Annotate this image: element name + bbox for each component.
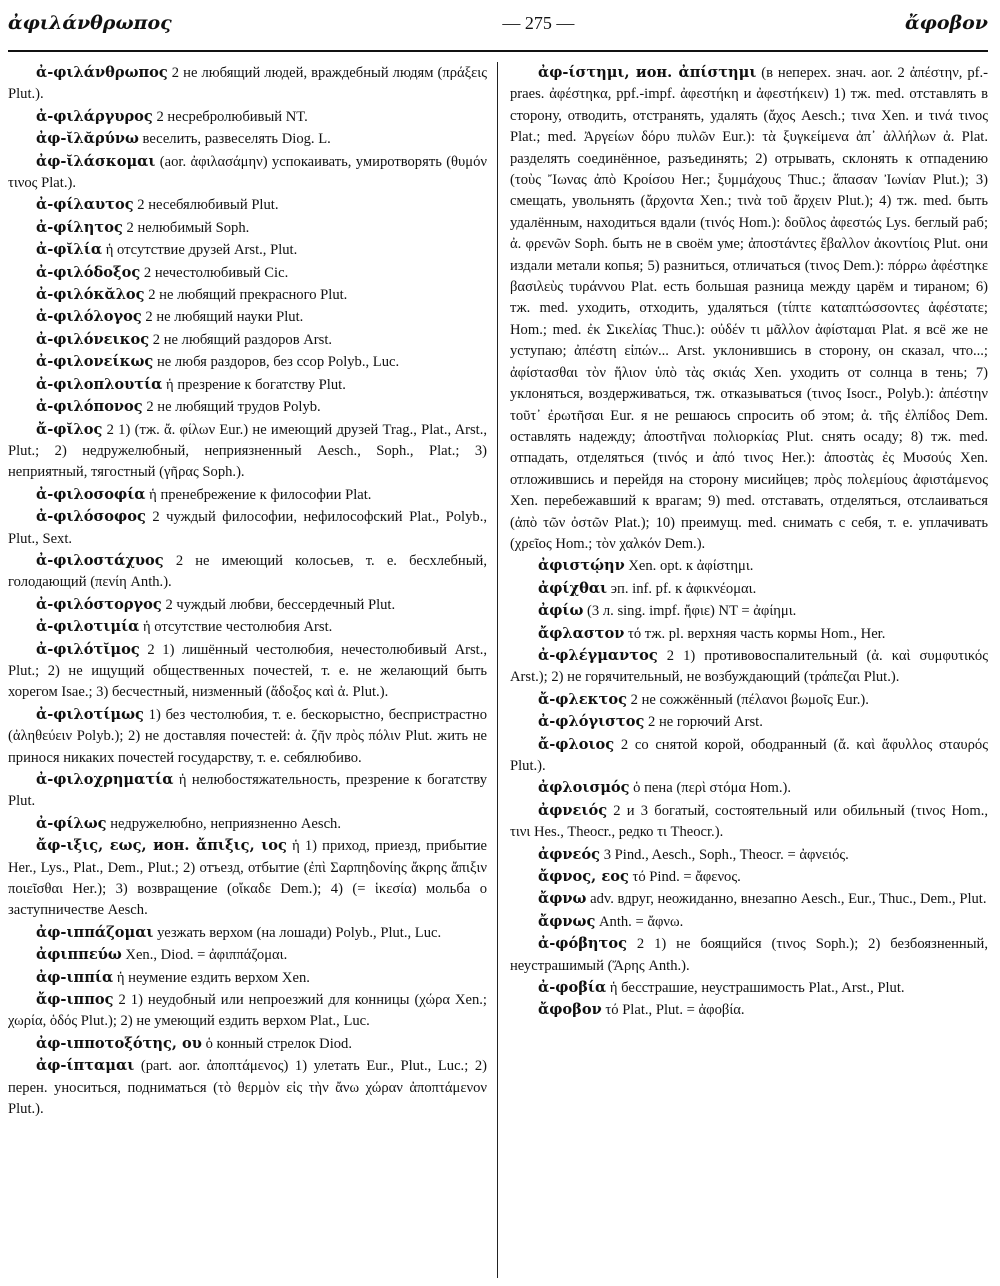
entry-lemma: ἀ-φοβία bbox=[538, 979, 607, 997]
entry-lemma: ἀ-φίλως bbox=[36, 814, 107, 832]
entry-lemma: ἀ-φίλαυτος bbox=[36, 196, 134, 214]
dictionary-entry bbox=[510, 623, 988, 645]
dictionary-entry bbox=[8, 550, 487, 594]
entry-lemma: ἀφ-ίπταμαι bbox=[36, 1057, 135, 1075]
entry-definition: τό Plat., Plut. = ἀφοβία. bbox=[601, 1002, 745, 1019]
entry-lemma: ἀ-φιλόσοφος bbox=[36, 508, 146, 526]
entry-lemma: ἀφλοισμός bbox=[538, 779, 630, 797]
entry-definition: 2 1) лишённый честолюбия, нечестолюбивый Arst., Plut.; 2) не ищущий общественных почестей, т. е. не желающий быть хорегом Isae.; 3) бесчестный, низменный (ἄδοξος καὶ ἀ. Plut.). bbox=[8, 641, 487, 701]
entry-definition: 2 не любящий людей, враждебный людям (πράξεις Plut.). bbox=[8, 65, 487, 103]
entry-lemma: ἀφ-ίστημι, ион. ἀπίστημι bbox=[538, 64, 757, 81]
entry-definition: (aor. ἀφιλασάμην) успокаивать, умиротворять (θυμόν τινος Plat.). bbox=[8, 153, 487, 192]
entry-lemma: ἀφίχθαι bbox=[538, 579, 608, 597]
entry-definition: веселить, развеселять Diog. L. bbox=[138, 131, 331, 148]
entry-definition: 2 несебялюбивый Plut. bbox=[133, 197, 279, 214]
entry-definition: (в неперех. знач. aor. 2 ἀπέστην, pf.-praes. ἀφέστηκα, ppf.-impf. ἀφεστήκη и ἀφεστήκειν) 1) тж. med. отставлять в сторону, отводить, отстранять, удалять (ἄχος Aesch.; τινα Xen. и τινά τινος Plat.; med. Ἀργείων δόρυ πυλῶν Eur.): τὰ ξυγκείμενα ἀπ᾽ ἀλλήλων ἀ. Plat. разделять соединённое, разъединять; 2) отрывать, склонять к отпадению (τοὺς Ἴωνας ἀπὸ Κροίσου Her.; ξυμμάχους Thuc.; ἅπασαν Ἰωνίαν Plut.); 3) смещать, увольнять (ἄρχοντα Xen.; τινὰ τοῦ ἄρχειν Plut.); 4) тж. med. быть удалённым, находиться вдали (τινός Hom.): δοῦλος ἀφεστώς Lys. беглый раб; ἀ. φρενῶν Soph. быть не в своём уме; ἀποστάντες ἔβαλλον ἀκοντίοις Plut. они издали метали копья; 5) разниться, отличаться (τινος Dem.): πόρρω ἀφέστηκε βασιλεὺς τυράννου Plat. есть большая разница между царём и тираном; 6) тж. med. уходить, отходить, удаляться (τίπτε καταπτώσσοντες ἀφέστατε; Hom.; med. ἐκ Σικελίας Thuc.): οὐδέν τι μᾶλλον ἀφίσταμαι Plat. я всё же не уступаю; ἀπέστη εἰπών... Arst. уклонившись в сторону, он сказал, что...; ἀφίστασθαι τὸν ἥλιον ὑπὸ τὰς σκιάς Xen. уходить от солнца в тень; 7) уклоняться, воздерживаться, тж. отказываться (τινος Isocr., Polyb.): ἀπέστην τοῦτ᾽ ἐρωτῆσαι Eur. я не решаюсь спросить об этом; ἀ. τῆς ἐλπίδος Dem. оставлять надежду; ἀποστῆναι πολιορκίας Plut. снять осаду; 8) тж. med. отпадать, отделяться (τινός и ἀπό τινος Her.): ἀποστὰς ἐς Μυσούς Xen. отложившись и перейдя на сторону мисийцев; πρὸς πολεμίους ἀφιστάμενος Xen. перебежавший к врагам; 9) med. отставать, отделяться, отслаиваться (ἀπὸ τῶν ὀστῶν Plat.); 10) преимущ. med. снимать с себя, т. е. уплачивать (χρεῖος Hom.; τὸν χαλκόν Dem.). bbox=[510, 65, 988, 552]
entry-lemma: ἀ-φιλάνθρωπος bbox=[36, 64, 168, 81]
entry-definition: 2 чуждый любви, бессердечный Plut. bbox=[161, 596, 396, 613]
entry-definition: ἡ отсутствие друзей Arst., Plut. bbox=[102, 242, 298, 259]
dictionary-entry bbox=[8, 62, 487, 106]
entry-definition: ὁ конный стрелок Diod. bbox=[201, 1035, 353, 1052]
entry-lemma: ἀ-φιλοτιμία bbox=[36, 618, 140, 636]
entry-lemma: ἀ-φῐλία bbox=[36, 241, 103, 259]
entry-definition: ἡ отсутствие честолюбия Arst. bbox=[139, 619, 333, 636]
dictionary-entry bbox=[510, 734, 988, 778]
dictionary-entry bbox=[510, 62, 988, 555]
entry-lemma: ἄφ-ιξις, εως, ион. ἄπιξις, ιος bbox=[36, 837, 287, 855]
dictionary-entry bbox=[8, 639, 487, 704]
entry-lemma: ἀ-φλόγιστος bbox=[538, 713, 645, 731]
dictionary-entry bbox=[510, 578, 988, 600]
dictionary-entry bbox=[510, 911, 988, 933]
entry-lemma: ἀφ-ῐλάσκομαι bbox=[36, 152, 156, 170]
dictionary-entry bbox=[8, 944, 487, 966]
page-header bbox=[8, 12, 988, 52]
entry-definition: 2 1) неудобный или непроезжий для конницы (χώρα Xen.; χωρία, ὁδός Plut.); 2) не умеющий ездить верхом Plat., Luc. bbox=[8, 992, 487, 1030]
entry-lemma: ἄφοβον bbox=[538, 1001, 602, 1019]
dictionary-entry bbox=[8, 813, 487, 835]
dictionary-entry bbox=[510, 555, 988, 577]
entry-definition: Xen. opt. к ἀφίστημι. bbox=[624, 558, 754, 575]
entry-definition: 2 1) (тж. ἄ. φίλων Eur.) не имеющий друзей Trag., Plat., Arst., Plut.; 2) недружелюбный, неприязненный Aesch., Soph., Plat.; 3) неприятный, тягостный (γῆρας Soph.). bbox=[8, 421, 487, 481]
dictionary-entry bbox=[510, 933, 988, 977]
entry-lemma: ἀφνειός bbox=[538, 801, 608, 819]
dictionary-entry bbox=[510, 844, 988, 866]
entry-definition: 2 не любящий раздоров Arst. bbox=[149, 331, 333, 348]
dictionary-entry bbox=[510, 999, 988, 1021]
entry-lemma: ἄ-φῐλος bbox=[36, 420, 103, 438]
entry-definition: 2 со снятой корой, ободранный (ἄ. καὶ ἄφυλλος σταυρός Plut.). bbox=[510, 736, 988, 774]
entry-definition: ἡ презрение к богатству Plut. bbox=[162, 376, 346, 393]
dictionary-entry bbox=[8, 374, 487, 396]
dictionary-entry bbox=[8, 989, 487, 1033]
dictionary-entry bbox=[510, 600, 988, 622]
entry-definition: 2 не сожжённый (πέλανοι βωμοῖς Eur.). bbox=[626, 691, 869, 708]
dictionary-entry bbox=[8, 967, 487, 989]
dictionary-entry bbox=[8, 194, 487, 216]
entry-definition: ἡ пренебрежение к философии Plat. bbox=[145, 486, 372, 503]
entry-lemma: ἀ-φιλόπονος bbox=[36, 398, 143, 416]
entry-lemma: ἀ-φιλόκᾰλος bbox=[36, 286, 145, 304]
dictionary-entry bbox=[8, 704, 487, 769]
entry-definition: τό тж. pl. верхняя часть кормы Hom., Her. bbox=[624, 625, 886, 642]
entry-lemma: ἄφνω bbox=[538, 890, 587, 908]
dictionary-entry bbox=[8, 396, 487, 418]
entry-definition: недружелюбно, неприязненно Aesch. bbox=[106, 815, 341, 832]
entry-definition: 2 не любящий науки Plut. bbox=[141, 309, 304, 326]
dictionary-entry bbox=[8, 835, 487, 922]
dictionary-entry bbox=[8, 106, 487, 128]
dictionary-entry bbox=[8, 594, 487, 616]
dictionary-entry bbox=[510, 888, 988, 910]
entry-definition: эп. inf. pf. к ἀφικνέομαι. bbox=[607, 580, 757, 597]
right-column bbox=[498, 62, 988, 1278]
entry-definition: Xen., Diod. = ἀφιππάζομαι. bbox=[121, 947, 288, 964]
dictionary-entry bbox=[8, 769, 487, 813]
page-number: — 275 — bbox=[502, 13, 575, 33]
dictionary-entry bbox=[8, 151, 487, 195]
header-left-headword: ἀφιλάνθρωπος bbox=[8, 12, 172, 34]
entry-definition: ἡ бесстрашие, неустрашимость Plat., Arst., Plut. bbox=[606, 980, 905, 997]
columns bbox=[8, 62, 988, 1278]
dictionary-entry bbox=[8, 217, 487, 239]
entry-lemma: ἀφ-ῐλᾰρύνω bbox=[36, 130, 139, 148]
entry-definition: ἡ неумение ездить верхом Xen. bbox=[113, 969, 310, 986]
entry-lemma: ἄφνος, εος bbox=[538, 868, 629, 886]
entry-lemma: ἀφιππεύω bbox=[36, 946, 122, 964]
entry-lemma: ἀφνεός bbox=[538, 845, 601, 863]
left-column bbox=[8, 62, 498, 1278]
entry-lemma: ἄ-φλεκτος bbox=[538, 690, 627, 708]
dictionary-entry bbox=[8, 262, 487, 284]
entry-lemma: ἀ-φιλοτίμως bbox=[36, 705, 144, 723]
entry-lemma: ἀ-φιλοστάχυος bbox=[36, 551, 164, 569]
entry-lemma: ἀ-φιλοπλουτία bbox=[36, 375, 163, 393]
entry-lemma: ἀφ-ιπποτοξότης, ου bbox=[36, 1034, 202, 1052]
entry-definition: ἡ нелюбостяжательность, презрение к богатству Plut. bbox=[8, 772, 487, 810]
entry-definition: ὁ пена (περὶ στόμα Hom.). bbox=[629, 780, 792, 797]
dictionary-entry bbox=[8, 1033, 487, 1055]
entry-definition: 2 1) противовоспалительный (ἀ. καὶ συμφυτικός Arst.); 2) не горячительный, не возбуждающий (τράπεζαι Plut.). bbox=[510, 647, 988, 686]
entry-definition: 2 и 3 богатый, состоятельный или обильный (τινος Hom., τινι Hes., Theocr., редко τι Theocr.). bbox=[510, 802, 988, 841]
entry-definition: 2 не любящий прекрасного Plut. bbox=[144, 287, 348, 304]
entry-definition: 2 нелюбимый Soph. bbox=[122, 219, 250, 236]
entry-lemma: ἀφ-ιππάζομαι bbox=[36, 923, 154, 941]
entry-lemma: ἄφνως bbox=[538, 912, 596, 930]
entry-lemma: ἀ-φιλόνεικος bbox=[36, 330, 150, 348]
dictionary-entry bbox=[510, 800, 988, 844]
entry-definition: 1) без честолюбия, т. е. бескорыстно, беспристрастно (ἀληθεύειν Polyb.); 2) не доставляя почестей: ἀ. ζῆν πρὸς πόλιν Plut. жить не принося никаких почестей государству, т. е. себялюбиво. bbox=[8, 706, 487, 766]
entry-lemma: ἄφλαστον bbox=[538, 624, 625, 642]
entry-lemma: ἀ-φιλόδοξος bbox=[36, 263, 141, 281]
entry-lemma: ἄφ-ιππος bbox=[36, 991, 114, 1009]
dictionary-entry bbox=[8, 1055, 487, 1120]
dictionary-entry bbox=[510, 866, 988, 888]
entry-definition: 2 не горючий Arst. bbox=[644, 714, 763, 731]
entry-lemma: ἀ-φλέγμαντος bbox=[538, 646, 658, 664]
dictionary-entry bbox=[8, 484, 487, 506]
entry-lemma: ἀ-φόβητος bbox=[538, 935, 627, 953]
entry-lemma: ἀ-φιλότῐμος bbox=[36, 640, 140, 658]
entry-definition: τό Pind. = ἄφενος. bbox=[628, 869, 741, 886]
entry-lemma: ἀ-φιλοχρηματία bbox=[36, 771, 174, 788]
entry-lemma: ἀφίω bbox=[538, 602, 584, 620]
dictionary-entry bbox=[8, 128, 487, 150]
entry-lemma: ἀ-φιλάργυρος bbox=[36, 107, 153, 125]
dictionary-entry bbox=[8, 306, 487, 328]
dictionary-entry bbox=[8, 239, 487, 261]
entry-lemma: ἀ-φιλόστοργος bbox=[36, 595, 162, 613]
entry-lemma: ἄ-φλοιος bbox=[538, 735, 615, 753]
header-right-headword: ἄφοβον bbox=[905, 12, 988, 34]
entry-lemma: ἀφιστῴην bbox=[538, 557, 625, 575]
entry-definition: adv. вдруг, неожиданно, внезапно Aesch., Eur., Thuc., Dem., Plut. bbox=[586, 891, 987, 908]
entry-definition: ἡ 1) приход, приезд, прибытие Her., Lys., Plat., Dem., Plut.; 2) отъезд, отбытие (ἐπὶ Σαρπηδονίης ἄκρης ἄπιξιν ποιεῖσθαι Her.); 3) возвращение (οἴκαδε Dem.); 4) (= ἱκεσία) мольба о заступничестве Aesch. bbox=[8, 838, 487, 919]
entry-definition: (part. aor. ἀποπτάμενος) 1) улетать Eur., Plut., Luc.; 2) перен. уноситься, подниматься (τὸ θερμὸν εἰς τὴν ἄνω χώραν ἀποπτάμενον Plut.). bbox=[8, 1058, 487, 1118]
entry-definition: не любя раздоров, без ссор Polyb., Luc. bbox=[153, 354, 400, 371]
entry-definition: 3 Pind., Aesch., Soph., Theocr. = ἀφνειός. bbox=[600, 846, 849, 863]
entry-definition: 2 чуждый философии, нефилософский Plat., Polyb., Plut., Sext. bbox=[8, 509, 487, 547]
entry-lemma: ἀ-φιλοσοφία bbox=[36, 485, 146, 503]
entry-definition: 2 не любящий трудов Polyb. bbox=[142, 399, 321, 416]
entry-lemma: ἀ-φιλονείκως bbox=[36, 353, 154, 371]
dictionary-entry bbox=[510, 777, 988, 799]
entry-definition: (3 л. sing. impf. ἤφιε) NT = ἀφίημι. bbox=[583, 603, 797, 620]
dictionary-entry bbox=[510, 711, 988, 733]
dictionary-entry bbox=[510, 689, 988, 711]
entry-lemma: ἀφ-ιππία bbox=[36, 968, 114, 986]
entry-lemma: ἀ-φιλόλογος bbox=[36, 308, 142, 326]
entry-definition: Anth. = ἄφνω. bbox=[595, 913, 684, 930]
dictionary-entry bbox=[8, 284, 487, 306]
entry-definition: уезжать верхом (на лошади) Polyb., Plut., Luc. bbox=[153, 924, 442, 941]
dictionary-entry bbox=[8, 922, 487, 944]
entry-lemma: ἀ-φίλητος bbox=[36, 218, 123, 236]
dictionary-entry bbox=[8, 419, 487, 484]
entry-definition: 2 не имеющий колосьев, т. е. бесхлебный, голодающий (πενίη Anth.). bbox=[8, 552, 487, 591]
entry-definition: 2 нечестолюбивый Cic. bbox=[140, 264, 289, 281]
dictionary-entry bbox=[8, 506, 487, 550]
entry-definition: 2 1) не боящийся (τινος Soph.); 2) безбоязненный, неустрашимый (Ἄρης Anth.). bbox=[510, 936, 988, 974]
dictionary-entry bbox=[8, 329, 487, 351]
dictionary-entry bbox=[510, 977, 988, 999]
dictionary-entry bbox=[510, 645, 988, 689]
dictionary-entry bbox=[8, 616, 487, 638]
dictionary-entry bbox=[8, 351, 487, 373]
entry-definition: 2 несребролюбивый NT. bbox=[152, 108, 308, 125]
